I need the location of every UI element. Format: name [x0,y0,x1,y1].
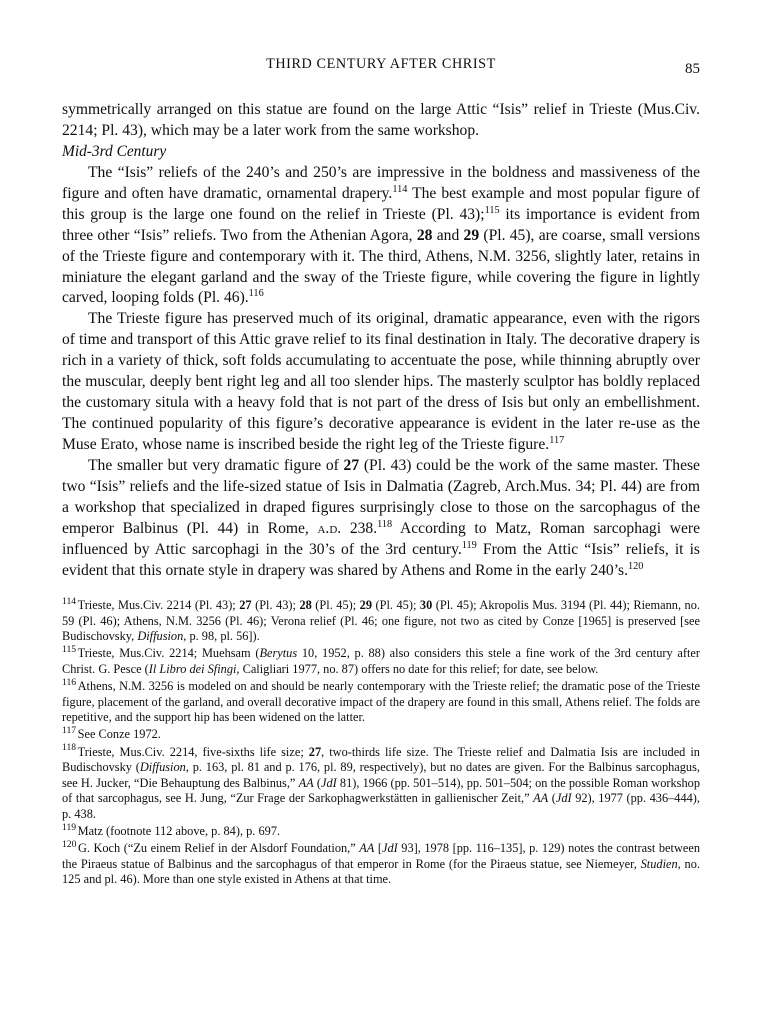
footnote-ref-120: 120 [628,560,644,572]
footnote-text: G. Koch (“Zu einem Relief in der Alsdorf Foundation,” [77,841,360,856]
footnote-ref-115: 115 [484,204,500,216]
paragraph-4-text-d: According to Matz, Roman sarcophagi were influenced by Attic sarcophagi in the 30’s of the 3rd century. [62,520,701,559]
paragraph-3 [62,309,700,456]
footnote-text: , Caligliari 1977, no. 87) offers no date for this relief; for date, see below. [236,661,599,676]
paragraph-4-text-a: The smaller but very dramatic figure of [88,457,344,475]
paragraph-4-text-c: 238. [341,520,378,538]
footnote-118 [62,742,701,823]
footnote-number: 120 [62,839,77,851]
footnote-text: Matz (footnote 112 above, p. 84), p. 697. [77,824,281,839]
paragraph-1-text: symmetrically arranged on this statue are found on the large Attic “Isis” relief in Trieste (Mus.Civ. 2214; Pl. 43), which may be a later work from the same workshop. [62,101,700,139]
footnote-catalog-number: 28 [299,598,312,613]
footnote-catalog-number: 27 [239,598,252,613]
footnote-120 [62,841,700,888]
footnote-title-italic: Berytus [259,646,298,661]
footnote-text: , no. 125 and pl. 46). More than one style existed in Athens at that time. [62,856,700,887]
running-head [62,56,700,78]
footnote-text: 92), 1977 (pp. 436–444), p. 438. [62,791,701,821]
footnote-ref-118: 118 [377,518,393,530]
paragraph-2-text-c: its importance is evident from three other “Isis” reliefs. Two from the Athenian Agora, [62,205,700,244]
footnote-text: 81), 1966 (pp. 501–514), pp. 501–504; on the possible Roman workshop of that sarcophagus, see H. Jung, “Zur Frage der Sarkophagwerkstätten in gallienischer Zeit,” [62,775,700,806]
footnote-number: 119 [62,821,77,833]
footnote-text: (Pl. 45); [372,598,420,613]
footnote-text: (Pl. 43); [251,598,300,613]
paragraph-2-text-d: and [432,226,464,244]
footnote-number: 114 [62,595,77,607]
footnote-catalog-number: 29 [359,598,373,613]
footnote-title-italic: JdI [382,841,398,856]
footnote-116 [62,676,700,726]
footnote-title-italic: Studien [640,856,678,871]
footnote-title-italic: JdI [555,791,572,806]
footnote-119 [62,821,700,840]
footnote-ref-119: 119 [461,539,477,551]
paragraph-3-text: The Trieste figure has preserved much of its original, dramatic appearance, even with the rigors of time and transport of this Attic grave relief to its final destination in Italy. The decorative drapery is rich in a variety of thick, soft folds accumulating to accentuate the pose, while thinning abruptly over the muscular, deeply bent right leg and all too slender hips. The masterly sculptor has boldly replaced the customary situla with a heavy fold that is not part of the dress of Isis but only an embellishment. The continued popularity of this figure’s decorative appearance is evident in the later re-use as the Muse Erato, whose name is inscribed beside the right leg of the Trieste figure. [62,310,700,454]
page-number: 85 [685,61,700,77]
footnote-ref-116: 116 [248,288,264,300]
paragraph-1 [62,100,700,142]
footnote-114 [62,595,700,645]
footnote-ref-114: 114 [392,183,408,195]
footnote-115 [62,646,700,677]
footnote-text: [ [374,841,382,856]
footnote-117 [62,727,700,743]
footnote-number: 115 [62,644,77,656]
body-text [62,100,700,582]
catalog-number-28: 28 [416,226,433,244]
footnote-title-italic: AA [359,841,375,856]
footnote-number: 118 [62,742,77,754]
footnote-number: 117 [62,725,77,737]
footnote-text: Trieste, Mus.Civ. 2214; Muehsam ( [77,646,260,661]
footnote-text: ( [313,775,321,790]
footnote-catalog-number: 27 [308,744,322,759]
era-abbreviation: a.d. [317,520,342,538]
footnote-title-italic: AA [533,791,549,806]
footnote-text: Athens, N.M. 3256 is modeled on and should be nearly contemporary with the Trieste relief; the dramatic pose of the Trieste figure, placement of the garland, and overall decorative impact of the drapery are found in this small, Athens relief. The folds are repetitive, and the support hip has been widened on the latter. [62,679,700,725]
catalog-number-29: 29 [463,226,480,244]
footnote-text: ( [548,791,556,806]
footnote-title-italic: Il Libro dei Sfingi [148,661,237,676]
footnote-ref-117: 117 [549,435,565,447]
paragraph-4-text-b: (Pl. 43) could be the work of the same master. These two “Isis” reliefs and the life-sized statue of Isis in Dalmatia (Zagreb, Arch.Mus. 34; Pl. 44) are from a workshop that specialized in draped figures surprisingly close to those on the sarcophagus of the emperor Balbinus (Pl. 44) in Rome, [62,457,700,538]
footnote-text: Trieste, Mus.Civ. 2214 (Pl. 43); [77,598,240,613]
paragraph-2-text-a: The “Isis” reliefs of the 240’s and 250’s are impressive in the boldness and massiveness of the figure and often have dramatic, ornamental drapery. [62,163,700,202]
paragraph-2-text-e: (Pl. 45), are coarse, small versions of the Trieste figure and contemporary with it. The third, Athens, N.M. 3256, slightly later, retains in miniature the elegant garland and the sway of the Trieste figure, while covering the figure in lightly carved, looping folds (Pl. 46). [62,226,701,307]
footnote-title-italic: JdI [320,775,337,790]
section-subheading: Mid-3rd Century [62,142,167,160]
footnote-text: , p. 98, pl. 56]). [183,629,260,644]
footnote-text: , two-thirds life size. The Trieste relief and Dalmatia Isis are included in Budischovsky ( [62,744,700,775]
catalog-number-27: 27 [343,457,360,475]
footnote-text: 93], 1978 [pp. 116–135], p. 129) notes the contrast between the Piraeus statue of Balbinus and the sarcophagus of that emperor in Rome (for the Piraeus statue, see Niemeyer, [62,841,700,871]
paragraph-4 [62,456,700,582]
footnote-title-italic: AA [298,775,314,790]
footnotes-section [62,595,701,888]
footnote-text: (Pl. 45); Akropolis Mus. 3194 (Pl. 44); Riemann, no. 59 (Pl. 46); Athens, N.M. 3256 (Pl. 46); Verona relief (Pl. 46; one figure, not two as cited by Conze [1965] is preserved [see Budischovsky, [62,598,700,644]
footnote-catalog-number: 30 [419,598,433,613]
running-head-title: THIRD CENTURY AFTER CHRIST [266,56,496,72]
footnote-number: 116 [62,676,77,688]
footnote-text: 10, 1952, p. 88) also considers this stele a fine work of the 3rd century after Christ. G. Pesce ( [62,646,700,676]
paragraph-4-text-e: From the Attic “Isis” reliefs, it is evident that this ornate style in drapery was shared by Athens and Rome in the early 240’s. [62,541,700,580]
footnote-title-italic: Diffusion [137,629,184,644]
paragraph-2-text-b: The best example and most popular figure of this group is the large one found on the relief in Trieste (Pl. 43); [62,184,700,223]
paragraph-2 [62,163,700,310]
footnote-title-italic: Diffusion [139,760,186,775]
footnote-text: Trieste, Mus.Civ. 2214, five-sixths life size; [77,744,309,759]
footnote-text: , p. 163, pl. 81 and p. 176, pl. 89, respectively), but no dates are given. For the Balbinus sarcophagus, see H. Jucker, “Die Behauptung des Balbinus,” [62,760,700,790]
footnote-text: (Pl. 45); [311,598,360,613]
footnote-text: See Conze 1972. [77,727,161,742]
